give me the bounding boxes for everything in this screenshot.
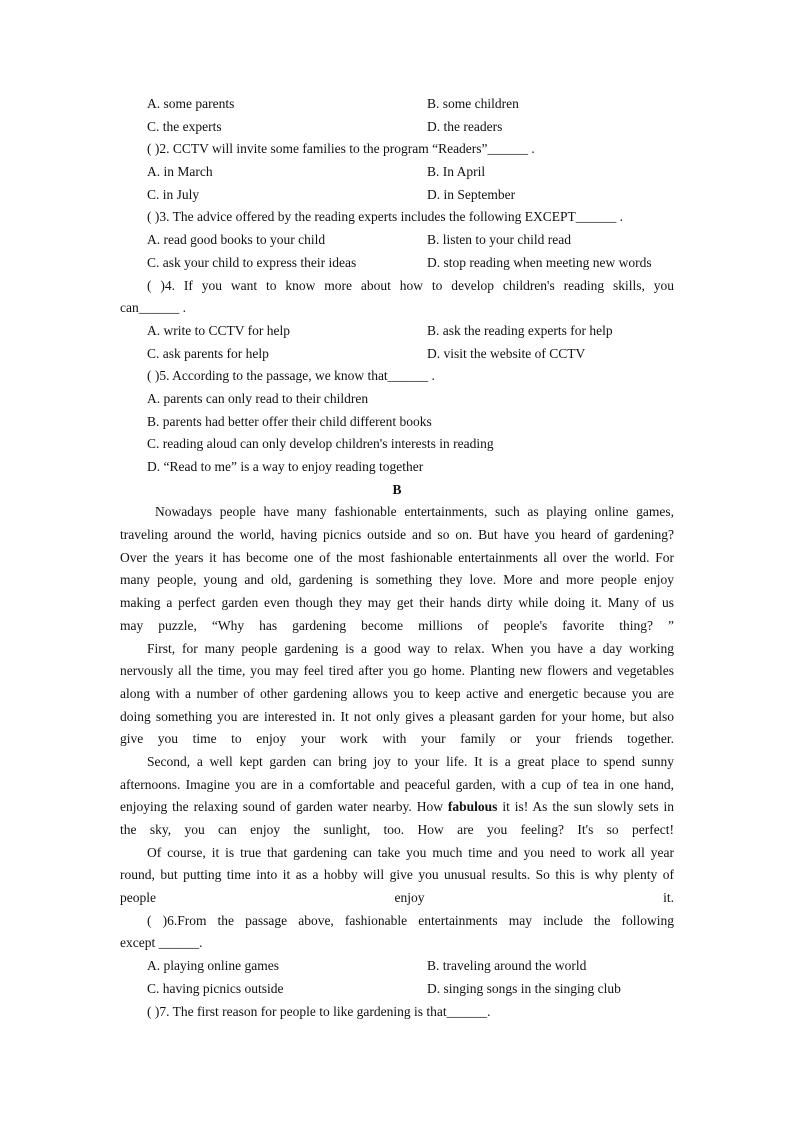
passage-b-paragraph-3 — [120, 751, 674, 842]
p1-line-3: Over the years it has become one of the most fashionable entertainments all over the world. For — [120, 549, 674, 565]
q5-option-b: B. parents had better offer their child different books — [147, 413, 432, 429]
q2-options-row-1 — [120, 161, 674, 184]
q4-option-a: A. write to CCTV for help — [147, 322, 290, 338]
q4-stem-line-2: can______ . — [120, 300, 186, 316]
q2-option-b: B. In April — [427, 164, 486, 180]
q4-options-row-1 — [120, 320, 674, 343]
q1-option-a: A. some parents — [147, 96, 235, 111]
q7-stem: ( )7. The first reason for people to like gardening is that______. — [147, 1003, 491, 1019]
q2-option-d: D. in September — [427, 186, 516, 202]
q6-stem-line-1 — [120, 910, 674, 933]
q1-options-row-1 — [120, 93, 674, 116]
q5-stem: ( )5. According to the passage, we know that______ . — [147, 368, 435, 384]
p2-line-2: nervously all the time, you may feel tired after you go home. Planting new flowers and vegetables — [120, 663, 674, 679]
q4-options-row-2 — [120, 343, 674, 366]
q1-option-d: D. the readers — [427, 118, 503, 134]
q3-option-c: C. ask your child to express their ideas — [147, 254, 357, 270]
page-content — [120, 93, 674, 1023]
p4-line-2: round, but putting time into it as a hobby will give you unusual results. So this is why plenty of — [120, 867, 674, 883]
p1-line-2: traveling around the world, having picnics outside and so on. But have you heard of gardening? — [120, 527, 674, 543]
q4-stem-line-1 — [120, 275, 674, 298]
q6-stem-line-2: except ______. — [120, 935, 203, 951]
q3-option-a: A. read good books to your child — [147, 232, 326, 248]
q6-option-b: B. traveling around the world — [427, 958, 587, 974]
p4-line-1: Of course, it is true that gardening can take you much time and you need to work all year — [147, 844, 674, 860]
p2-line-1: First, for many people gardening is a good way to relax. When you have a day working — [147, 640, 674, 656]
section-b-title: B — [392, 481, 402, 497]
q6-option-a: A. playing online games — [147, 958, 279, 974]
q3-stem: ( )3. The advice offered by the reading experts includes the following EXCEPT______ . — [147, 209, 624, 225]
q2-options-row-2 — [120, 184, 674, 207]
passage-b-paragraph-1 — [120, 501, 674, 637]
p3-line-1: Second, a well kept garden can bring joy to your life. It is a great place to spend sunny — [147, 753, 674, 769]
q3-option-b: B. listen to your child read — [427, 232, 571, 248]
q2-option-a: A. in March — [147, 164, 213, 180]
q1-option-c: C. the experts — [147, 118, 222, 134]
q3-option-d: D. stop reading when meeting new words — [427, 254, 652, 270]
q3-options-row-2 — [120, 252, 674, 275]
p3-line-3 — [120, 796, 674, 819]
q1-option-b: B. some children — [427, 96, 519, 111]
p3-line-2: afternoons. Imagine you are in a comfortable and peaceful garden, with a cup of tea in one hand, — [120, 776, 674, 792]
q5-option-c: C. reading aloud can only develop children's interests in reading — [147, 436, 494, 452]
p2-line-5: give you time to enjoy your work with your family or your friends together. — [120, 731, 674, 747]
q6-option-c: C. having picnics outside — [147, 980, 284, 996]
p3-line-4: the sky, you can enjoy the sunlight, too. How are you feeling? It's so perfect! — [120, 822, 674, 837]
p1-line-5: making a perfect garden even though they may get their hands dirty while doing it. Many of us — [120, 595, 674, 611]
p2-line-3: along with a number of other gardening allows you to keep active and energetic because you are — [120, 685, 674, 701]
word-fabulous: fabulous — [447, 799, 498, 815]
q4-option-d: D. visit the website of CCTV — [427, 345, 586, 361]
p4-line-3: people enjoy it. — [120, 890, 674, 906]
p3-line-3-after: it is! As the sun slowly sets in — [497, 799, 674, 815]
p1-line-6: may puzzle, “Why has gardening become millions of people's favorite thing? ” — [120, 617, 674, 633]
passage-b-paragraph-2 — [120, 638, 674, 751]
passage-b-paragraph-4 — [120, 842, 674, 910]
q6-stem-text-1: ( )6.From the passage above, fashionable entertainments may include the following — [147, 912, 674, 928]
q5-option-d: D. “Read to me” is a way to enjoy reading together — [147, 459, 424, 474]
q2-stem: ( )2. CCTV will invite some families to the program “Readers”______ . — [147, 141, 535, 157]
q6-option-d: D. singing songs in the singing club — [427, 980, 621, 996]
p1-line-1: Nowadays people have many fashionable entertainments, such as playing online games, — [155, 504, 674, 520]
q3-options-row-1 — [120, 229, 674, 252]
q6-options-row-2 — [120, 978, 674, 1001]
q4-option-c: C. ask parents for help — [147, 345, 269, 361]
p1-line-4: many people, young and old, gardening is something they love. More and more people enjoy — [120, 572, 674, 588]
q5-option-a: A. parents can only read to their children — [147, 390, 369, 406]
q4-stem-text-1: ( )4. If you want to know more about how to develop children's reading skills, you — [147, 277, 674, 293]
p3-line-3-before: enjoying the relaxing sound of garden water nearby. How — [120, 799, 448, 815]
q6-options-row-1 — [120, 955, 674, 978]
p2-line-4: doing something you are interested in. It not only gives a pleasant garden for your home, but also — [120, 708, 674, 724]
q2-option-c: C. in July — [147, 186, 200, 202]
q4-option-b: B. ask the reading experts for help — [427, 322, 613, 338]
q1-options-row-2 — [120, 116, 674, 139]
